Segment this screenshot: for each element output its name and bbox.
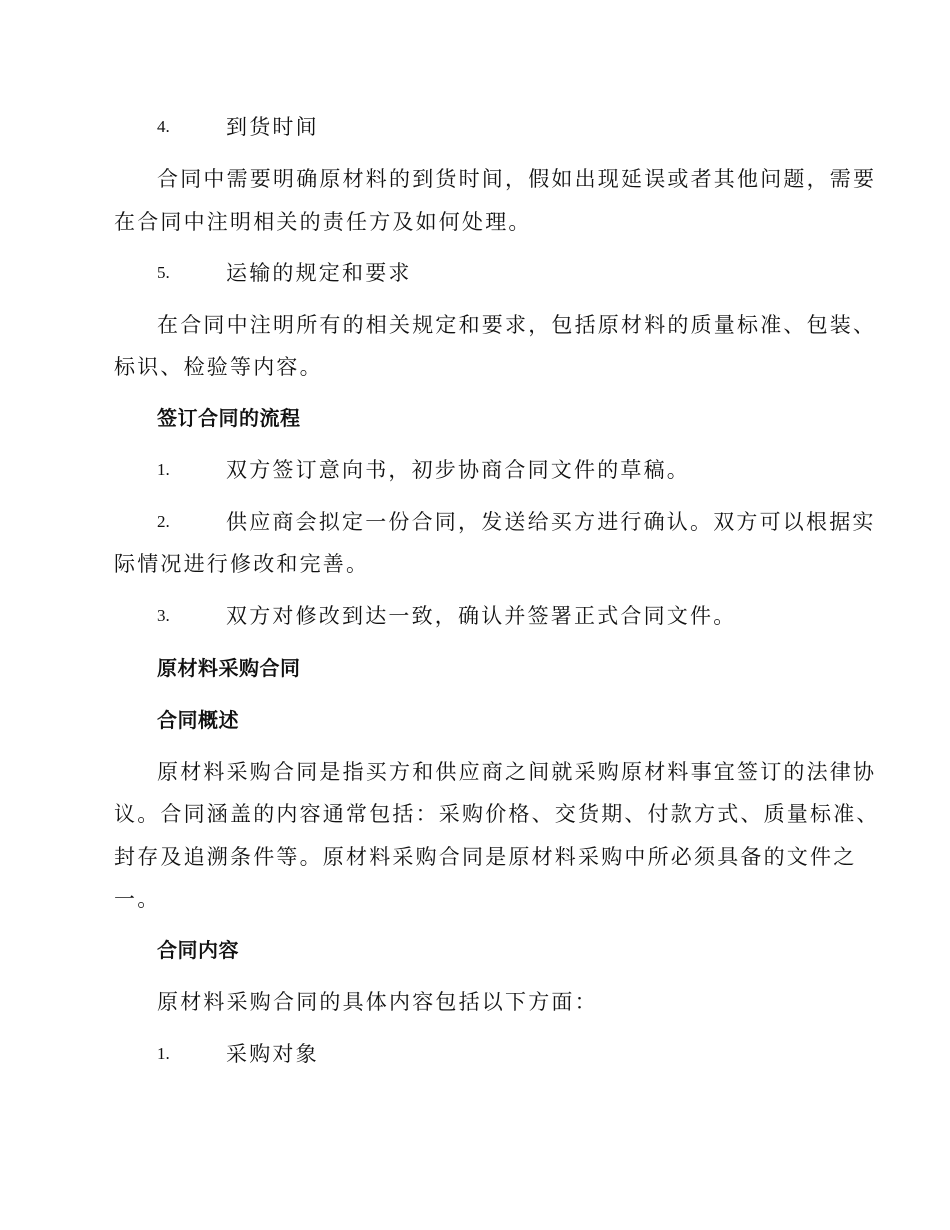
- section-heading-contract-title: 原材料采购合同: [157, 656, 301, 680]
- section-heading-signing-process: 签订合同的流程: [157, 406, 301, 430]
- paragraph-line: 在合同中注明所有的相关规定和要求，包括原材料的质量标准、包装、: [157, 313, 877, 337]
- paragraph-line: 议。合同涵盖的内容通常包括：采购价格、交货期、付款方式、质量标准、: [114, 802, 880, 826]
- paragraph-line: 际情况进行修改和完善。: [114, 552, 370, 576]
- section-heading-content: 合同内容: [157, 938, 239, 962]
- list-item-step: 双方签订意向书，初步协商合同文件的草稿。: [226, 458, 690, 482]
- paragraph-line: 封存及追溯条件等。原材料采购合同是原材料采购中所必须具备的文件之: [114, 845, 857, 869]
- paragraph-line: 在合同中注明相关的责任方及如何处理。: [114, 210, 532, 234]
- list-number: 1.: [157, 460, 170, 479]
- list-number: 4.: [157, 117, 170, 136]
- list-number: 2.: [157, 512, 170, 531]
- list-item-step: 供应商会拟定一份合同，发送给买方进行确认。双方可以根据实: [226, 510, 876, 534]
- paragraph-line: 原材料采购合同的具体内容包括以下方面：: [157, 990, 598, 1014]
- section-heading-overview: 合同概述: [157, 708, 239, 732]
- paragraph-line: 合同中需要明确原材料的到货时间，假如出现延误或者其他问题，需要: [157, 167, 877, 191]
- list-item-purchase-object: 采购对象: [226, 1042, 319, 1066]
- list-number: 5.: [157, 263, 170, 282]
- paragraph-line: 标识、检验等内容。: [114, 355, 323, 379]
- paragraph-line: 一。: [114, 887, 161, 911]
- list-item-delivery-time: 到货时间: [226, 115, 319, 139]
- paragraph-line: 原材料采购合同是指买方和供应商之间就采购原材料事宜签订的法律协: [157, 760, 877, 784]
- list-item-step: 双方对修改到达一致，确认并签署正式合同文件。: [226, 604, 737, 628]
- list-number: 3.: [157, 606, 170, 625]
- list-number: 1.: [157, 1044, 170, 1063]
- list-item-transport-rules: 运输的规定和要求: [226, 261, 412, 285]
